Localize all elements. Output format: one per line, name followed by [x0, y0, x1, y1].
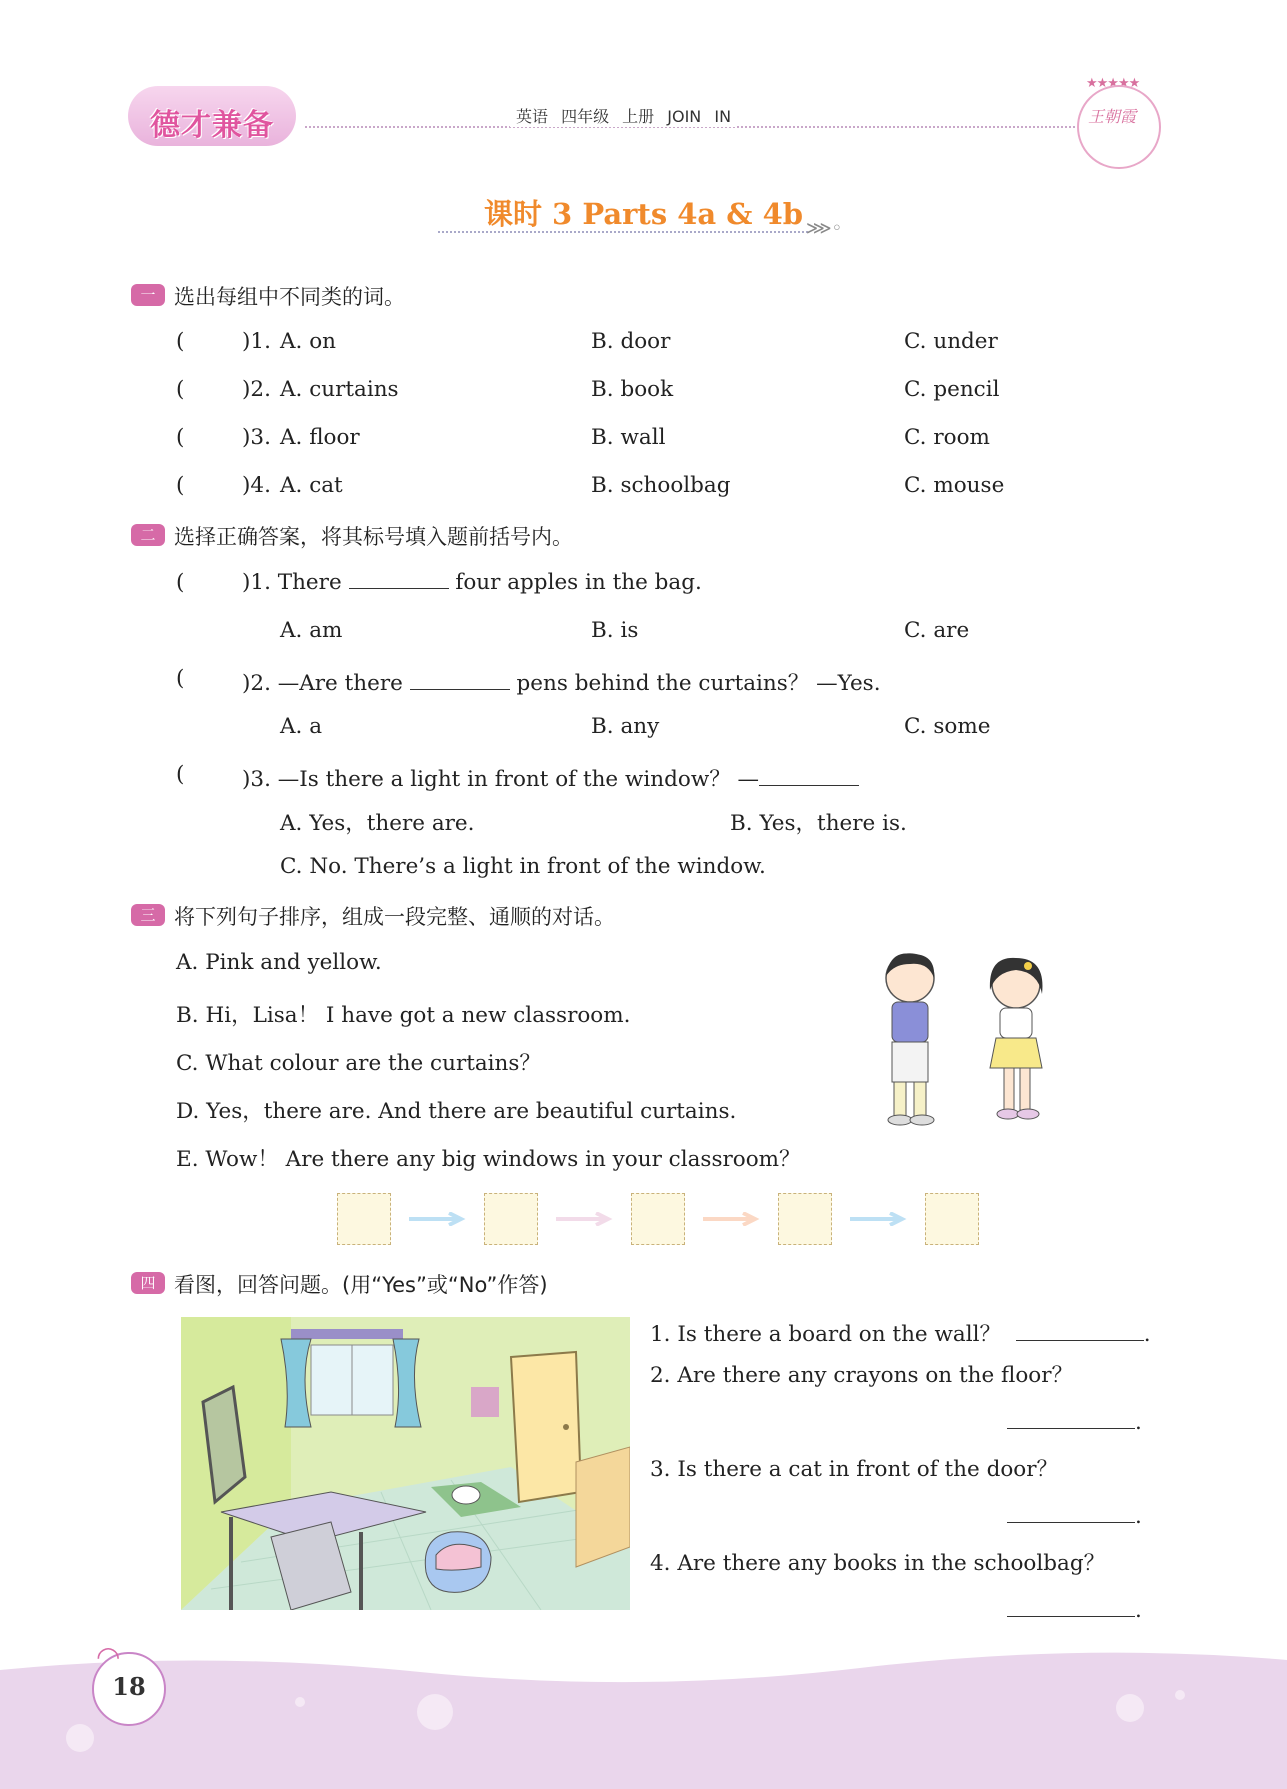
logo-text: 德才兼备: [150, 108, 274, 143]
answer-paren[interactable]: (: [176, 666, 185, 691]
section-title: 选择正确答案，将其标号填入题前括号内。: [174, 525, 573, 549]
title-underline: [438, 231, 808, 233]
answer-blank[interactable]: [1007, 1522, 1135, 1523]
question-text: There: [277, 570, 342, 595]
section-title: 看图，回答问题。(用“Yes”或“No”作答): [174, 1273, 548, 1297]
option-b: B. any: [591, 714, 660, 739]
section-badge: 二: [131, 524, 165, 546]
answer-blank[interactable]: [759, 785, 859, 786]
answer-blank[interactable]: [349, 588, 449, 589]
section-badge: 一: [131, 284, 165, 306]
q-number: )1.: [242, 570, 271, 595]
footer-wave: [0, 1650, 1287, 1789]
q-number: )1.: [242, 329, 271, 354]
period: .: [1135, 1410, 1142, 1435]
arrow-right-icon: [554, 1212, 614, 1226]
order-box[interactable]: [631, 1193, 685, 1245]
section-badge: 三: [131, 904, 165, 926]
order-box[interactable]: [337, 1193, 391, 1245]
section-badge: 四: [131, 1272, 165, 1294]
option-c: C. some: [904, 714, 991, 739]
question-text: four apples in the bag.: [455, 570, 702, 595]
fish-icon: ⋙◦: [806, 218, 843, 239]
answer-blank[interactable]: [1016, 1340, 1144, 1341]
seal-text: 王朝霞: [1088, 107, 1137, 126]
answer-line: [1007, 1410, 1142, 1435]
question-text: —Are there: [277, 671, 403, 696]
option-a: A. curtains: [280, 377, 399, 402]
option-c: C. are: [904, 618, 970, 643]
section-title: 将下列句子排序，组成一段完整、通顺的对话。: [174, 905, 615, 929]
answer-line: [1007, 1598, 1142, 1623]
answer-blank[interactable]: [1007, 1428, 1135, 1429]
question-text: 4. Are there any books in the schoolbag？: [650, 1551, 1106, 1576]
page-number: 18: [92, 1652, 166, 1726]
section-title: 选出每组中不同类的词。: [174, 285, 405, 309]
period: .: [1135, 1504, 1142, 1529]
question-2: [242, 666, 881, 697]
option-c: C. pencil: [904, 377, 1000, 402]
option-b: B. schoolbag: [591, 473, 731, 498]
question-1: [242, 570, 702, 595]
option-a: A. on: [280, 329, 336, 354]
order-box[interactable]: [925, 1193, 979, 1245]
seal-icon: [1077, 85, 1161, 169]
question-text: pens behind the curtains？ —Yes.: [516, 671, 881, 696]
option-a: A. cat: [280, 473, 343, 498]
answer-paren[interactable]: (: [176, 377, 185, 402]
option-c: C. No. There’s a light in front of the window.: [280, 854, 766, 879]
dialogue-line: C. What colour are the curtains？: [176, 1051, 541, 1076]
answer-paren[interactable]: (: [176, 762, 185, 787]
period: .: [1143, 1322, 1151, 1347]
answer-blank[interactable]: [1007, 1616, 1135, 1617]
question-text: 3. Is there a cat in front of the door？: [650, 1457, 1059, 1482]
answer-paren[interactable]: (: [176, 329, 185, 354]
option-c: C. mouse: [904, 473, 1005, 498]
dolphin-icon: ◠: [96, 1640, 121, 1673]
option-b: B. door: [591, 329, 671, 354]
option-b: B. Yes，there is.: [730, 811, 907, 836]
question-text: 1. Is there a board on the wall？: [650, 1322, 1001, 1347]
answer-paren[interactable]: (: [176, 570, 185, 595]
question-3: [242, 762, 859, 793]
option-b: B. wall: [591, 425, 666, 450]
option-c: C. room: [904, 425, 990, 450]
q-number: )2.: [242, 377, 271, 402]
children-illustration: [870, 950, 1080, 1130]
answer-paren[interactable]: (: [176, 425, 185, 450]
order-box[interactable]: [484, 1193, 538, 1245]
q-number: )2.: [242, 671, 271, 696]
dialogue-line: A. Pink and yellow.: [176, 950, 382, 975]
dialogue-line: B. Hi，Lisa！ I have got a new classroom.: [176, 1003, 631, 1028]
picture-question: [650, 1317, 1151, 1348]
header-subject: 英语 四年级 上册 JOIN IN: [510, 104, 737, 127]
arrow-right-icon: [848, 1212, 908, 1226]
question-text: —Is there a light in front of the window？ —: [277, 767, 760, 792]
answer-paren[interactable]: (: [176, 473, 185, 498]
q-number: )4.: [242, 473, 271, 498]
dialogue-line: D. Yes，there are. And there are beautiful curtains.: [176, 1099, 737, 1124]
option-c: C. under: [904, 329, 998, 354]
q-number: )3.: [242, 425, 271, 450]
arrow-right-icon: [701, 1212, 761, 1226]
period: .: [1135, 1598, 1142, 1623]
arrow-right-icon: [407, 1212, 467, 1226]
lesson-title: 课时 3 Parts 4a & 4b: [483, 197, 804, 231]
option-b: B. is: [591, 618, 639, 643]
dialogue-line: E. Wow！ Are there any big windows in your classroom？: [176, 1147, 801, 1172]
stars-icon: ★★★★★: [1086, 76, 1140, 91]
option-a: A. floor: [280, 425, 360, 450]
question-text: 2. Are there any crayons on the floor？: [650, 1363, 1074, 1388]
option-a: A. am: [280, 618, 343, 643]
answer-line: [1007, 1504, 1142, 1529]
option-b: B. book: [591, 377, 674, 402]
room-illustration: [181, 1317, 630, 1610]
option-a: A. Yes，there are.: [280, 811, 475, 836]
order-box[interactable]: [778, 1193, 832, 1245]
option-a: A. a: [280, 714, 323, 739]
q-number: )3.: [242, 767, 271, 792]
answer-blank[interactable]: [410, 689, 510, 690]
